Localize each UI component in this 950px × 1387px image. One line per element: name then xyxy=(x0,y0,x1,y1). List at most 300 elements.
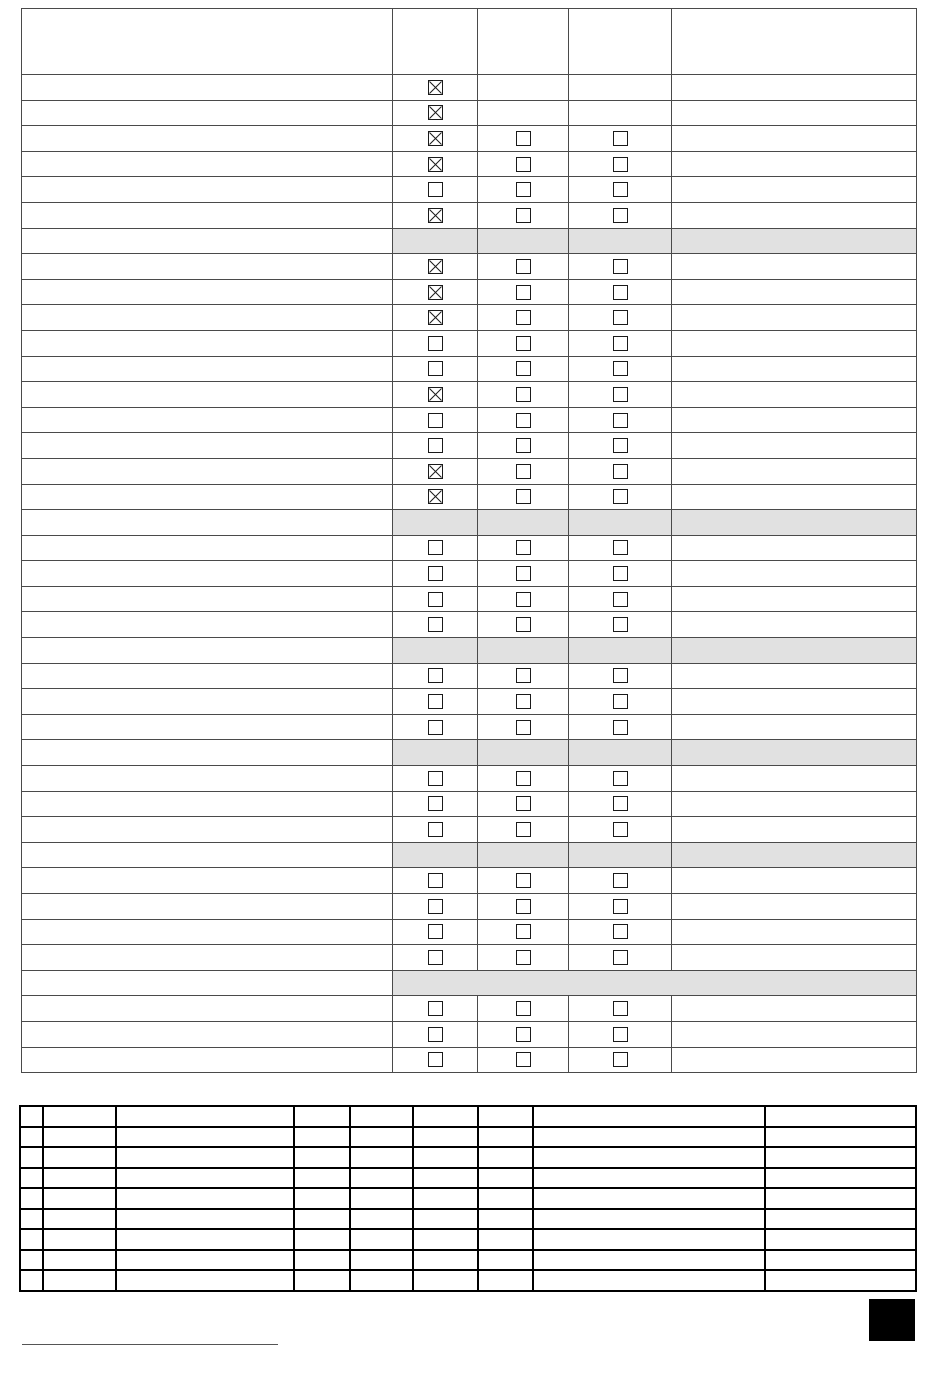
table-cell xyxy=(117,1230,295,1251)
section-shaded-cell xyxy=(569,510,672,536)
check-cell xyxy=(569,536,672,562)
table-cell xyxy=(534,1169,766,1190)
notes-cell xyxy=(672,587,917,613)
notes-cell xyxy=(672,280,917,306)
unchecked-checkbox[interactable] xyxy=(613,489,628,504)
item-label-cell xyxy=(22,920,393,946)
section-shaded-cell xyxy=(569,638,672,664)
notes-cell xyxy=(672,536,917,562)
notes-cell xyxy=(672,126,917,152)
unchecked-checkbox[interactable] xyxy=(428,182,443,197)
checklist-row xyxy=(22,766,917,792)
table-cell xyxy=(766,1230,917,1251)
unchecked-checkbox[interactable] xyxy=(428,566,443,581)
check-cell xyxy=(478,485,569,511)
unchecked-checkbox[interactable] xyxy=(516,387,531,402)
check-cell xyxy=(393,433,478,459)
unchecked-checkbox[interactable] xyxy=(613,336,628,351)
check-cell xyxy=(569,766,672,792)
footer-rule xyxy=(22,1344,278,1345)
table-cell xyxy=(295,1251,351,1272)
unchecked-checkbox[interactable] xyxy=(613,310,628,325)
check-cell xyxy=(393,203,478,229)
item-label-cell xyxy=(22,408,393,434)
unchecked-checkbox[interactable] xyxy=(613,361,628,376)
table-cell xyxy=(479,1169,534,1190)
table-row xyxy=(21,1148,917,1169)
table-cell xyxy=(351,1251,414,1272)
unchecked-checkbox[interactable] xyxy=(613,208,628,223)
notes-cell xyxy=(672,1048,917,1074)
table-cell xyxy=(534,1271,766,1292)
table-cell xyxy=(479,1107,534,1128)
unchecked-checkbox[interactable] xyxy=(428,873,443,888)
table-cell xyxy=(414,1271,479,1292)
check-cell xyxy=(569,920,672,946)
unchecked-checkbox[interactable] xyxy=(516,131,531,146)
check-cell xyxy=(478,587,569,613)
item-label-cell xyxy=(22,280,393,306)
check-cell xyxy=(569,177,672,203)
unchecked-checkbox[interactable] xyxy=(516,285,531,300)
checklist-row xyxy=(22,357,917,383)
unchecked-checkbox[interactable] xyxy=(428,771,443,786)
unchecked-checkbox[interactable] xyxy=(428,720,443,735)
check-cell xyxy=(393,587,478,613)
table-row xyxy=(21,1230,917,1251)
unchecked-checkbox[interactable] xyxy=(613,771,628,786)
checklist-row xyxy=(22,305,917,331)
unchecked-checkbox[interactable] xyxy=(428,361,443,376)
section-shaded-cell xyxy=(393,843,478,869)
unchecked-checkbox[interactable] xyxy=(613,694,628,709)
unchecked-checkbox[interactable] xyxy=(613,924,628,939)
check-cell xyxy=(569,254,672,280)
check-cell xyxy=(393,766,478,792)
checklist-row xyxy=(22,1022,917,1048)
notes-cell xyxy=(672,612,917,638)
unchecked-checkbox[interactable] xyxy=(516,361,531,376)
notes-cell xyxy=(672,254,917,280)
table-cell xyxy=(44,1271,117,1292)
checked-checkbox[interactable] xyxy=(428,80,443,95)
table-cell xyxy=(117,1148,295,1169)
check-cell xyxy=(393,485,478,511)
item-label-cell xyxy=(22,766,393,792)
table-cell xyxy=(479,1189,534,1210)
check-cell xyxy=(569,1022,672,1048)
unchecked-checkbox[interactable] xyxy=(428,822,443,837)
table-cell xyxy=(479,1230,534,1251)
unchecked-checkbox[interactable] xyxy=(613,540,628,555)
item-label-cell xyxy=(22,817,393,843)
item-label-cell xyxy=(22,75,393,101)
notes-cell xyxy=(672,331,917,357)
check-cell xyxy=(393,75,478,101)
table-cell xyxy=(351,1128,414,1149)
unchecked-checkbox[interactable] xyxy=(428,438,443,453)
check-cell xyxy=(569,459,672,485)
unchecked-checkbox[interactable] xyxy=(516,899,531,914)
unchecked-checkbox[interactable] xyxy=(428,617,443,632)
table-cell xyxy=(21,1251,44,1272)
check-cell xyxy=(478,305,569,331)
item-label-cell xyxy=(22,536,393,562)
unchecked-checkbox[interactable] xyxy=(428,540,443,555)
unchecked-checkbox[interactable] xyxy=(516,208,531,223)
check-cell xyxy=(393,254,478,280)
checklist-row xyxy=(22,382,917,408)
notes-cell xyxy=(672,664,917,690)
section-shaded-cell xyxy=(672,510,917,536)
table-cell xyxy=(21,1128,44,1149)
unchecked-checkbox[interactable] xyxy=(613,285,628,300)
check-cell xyxy=(569,203,672,229)
header-cell xyxy=(393,9,478,75)
section-shaded-cell xyxy=(478,229,569,255)
table-cell xyxy=(534,1189,766,1210)
table-cell xyxy=(766,1169,917,1190)
check-cell xyxy=(478,203,569,229)
unchecked-checkbox[interactable] xyxy=(516,1027,531,1042)
checked-checkbox[interactable] xyxy=(428,464,443,479)
check-cell xyxy=(478,126,569,152)
checklist-row xyxy=(22,203,917,229)
unchecked-checkbox[interactable] xyxy=(516,336,531,351)
unchecked-checkbox[interactable] xyxy=(516,924,531,939)
check-cell xyxy=(569,561,672,587)
unchecked-checkbox[interactable] xyxy=(516,413,531,428)
unchecked-checkbox[interactable] xyxy=(428,336,443,351)
table-cell xyxy=(534,1128,766,1149)
check-cell xyxy=(478,792,569,818)
section-label-cell xyxy=(22,229,393,255)
table-cell xyxy=(766,1189,917,1210)
notes-cell xyxy=(672,945,917,971)
lower-table xyxy=(19,1105,917,1292)
unchecked-checkbox[interactable] xyxy=(613,387,628,402)
section-label-cell xyxy=(22,740,393,766)
unchecked-checkbox[interactable] xyxy=(428,1052,443,1067)
section-shaded-cell xyxy=(393,510,478,536)
check-cell xyxy=(569,1048,672,1074)
unchecked-checkbox[interactable] xyxy=(613,720,628,735)
table-cell xyxy=(117,1210,295,1231)
unchecked-checkbox[interactable] xyxy=(516,157,531,172)
unchecked-checkbox[interactable] xyxy=(516,489,531,504)
table-cell xyxy=(414,1128,479,1149)
notes-cell xyxy=(672,305,917,331)
item-label-cell xyxy=(22,587,393,613)
unchecked-checkbox[interactable] xyxy=(516,259,531,274)
item-label-cell xyxy=(22,126,393,152)
checklist-grid xyxy=(21,8,917,1073)
unchecked-checkbox[interactable] xyxy=(613,950,628,965)
item-label-cell xyxy=(22,1022,393,1048)
check-cell xyxy=(569,331,672,357)
table-cell xyxy=(766,1128,917,1149)
check-cell xyxy=(393,715,478,741)
section-row xyxy=(22,510,917,536)
section-shaded-cell xyxy=(672,229,917,255)
item-label-cell xyxy=(22,459,393,485)
checklist-row xyxy=(22,996,917,1022)
table-cell xyxy=(351,1148,414,1169)
checklist-row xyxy=(22,459,917,485)
check-cell xyxy=(569,715,672,741)
section-shaded-cell xyxy=(393,229,478,255)
table-cell xyxy=(414,1169,479,1190)
unchecked-checkbox[interactable] xyxy=(428,694,443,709)
unchecked-checkbox[interactable] xyxy=(613,899,628,914)
table-cell xyxy=(351,1107,414,1128)
table-cell xyxy=(295,1210,351,1231)
unchecked-checkbox[interactable] xyxy=(613,822,628,837)
table-cell xyxy=(479,1148,534,1169)
check-cell xyxy=(393,331,478,357)
unchecked-checkbox[interactable] xyxy=(516,822,531,837)
checklist-row xyxy=(22,536,917,562)
section-shaded-cell xyxy=(672,843,917,869)
table-cell xyxy=(117,1107,295,1128)
section-label-cell xyxy=(22,510,393,536)
check-cell xyxy=(478,536,569,562)
notes-cell xyxy=(672,203,917,229)
unchecked-checkbox[interactable] xyxy=(613,617,628,632)
unchecked-checkbox[interactable] xyxy=(428,1001,443,1016)
notes-cell xyxy=(672,920,917,946)
corner-marker xyxy=(869,1299,915,1341)
unchecked-checkbox[interactable] xyxy=(516,668,531,683)
section-shaded-cell xyxy=(569,843,672,869)
check-cell xyxy=(569,126,672,152)
check-cell xyxy=(393,868,478,894)
unchecked-checkbox[interactable] xyxy=(613,1052,628,1067)
checklist-row xyxy=(22,75,917,101)
checklist-row xyxy=(22,868,917,894)
check-cell xyxy=(478,894,569,920)
check-cell xyxy=(569,894,672,920)
unchecked-checkbox[interactable] xyxy=(613,796,628,811)
unchecked-checkbox[interactable] xyxy=(516,694,531,709)
check-cell xyxy=(478,715,569,741)
check-cell xyxy=(393,382,478,408)
section-shaded-cell xyxy=(569,229,672,255)
unchecked-checkbox[interactable] xyxy=(428,796,443,811)
check-cell xyxy=(569,75,672,101)
unchecked-checkbox[interactable] xyxy=(613,592,628,607)
unchecked-checkbox[interactable] xyxy=(516,464,531,479)
unchecked-checkbox[interactable] xyxy=(613,131,628,146)
check-cell xyxy=(478,433,569,459)
item-label-cell xyxy=(22,792,393,818)
item-label-cell xyxy=(22,331,393,357)
table-row xyxy=(21,1169,917,1190)
check-cell xyxy=(393,1022,478,1048)
checklist-row xyxy=(22,280,917,306)
checked-checkbox[interactable] xyxy=(428,157,443,172)
unchecked-checkbox[interactable] xyxy=(516,873,531,888)
unchecked-checkbox[interactable] xyxy=(428,950,443,965)
check-cell xyxy=(569,664,672,690)
unchecked-checkbox[interactable] xyxy=(428,1027,443,1042)
item-label-cell xyxy=(22,177,393,203)
checklist-row xyxy=(22,792,917,818)
notes-cell xyxy=(672,894,917,920)
table-cell xyxy=(534,1210,766,1231)
unchecked-checkbox[interactable] xyxy=(613,259,628,274)
item-label-cell xyxy=(22,152,393,178)
check-cell xyxy=(393,101,478,127)
checklist-row xyxy=(22,612,917,638)
check-cell xyxy=(393,152,478,178)
table-cell xyxy=(766,1107,917,1128)
table-cell xyxy=(766,1210,917,1231)
table-cell xyxy=(117,1169,295,1190)
unchecked-checkbox[interactable] xyxy=(516,1001,531,1016)
unchecked-checkbox[interactable] xyxy=(428,924,443,939)
checked-checkbox[interactable] xyxy=(428,310,443,325)
section-row xyxy=(22,740,917,766)
unchecked-checkbox[interactable] xyxy=(613,157,628,172)
table-cell xyxy=(44,1107,117,1128)
unchecked-checkbox[interactable] xyxy=(613,566,628,581)
unchecked-checkbox[interactable] xyxy=(516,566,531,581)
unchecked-checkbox[interactable] xyxy=(516,310,531,325)
checklist-row xyxy=(22,433,917,459)
table-cell xyxy=(351,1230,414,1251)
check-cell xyxy=(393,561,478,587)
unchecked-checkbox[interactable] xyxy=(613,438,628,453)
item-label-cell xyxy=(22,433,393,459)
unchecked-checkbox[interactable] xyxy=(516,182,531,197)
unchecked-checkbox[interactable] xyxy=(428,592,443,607)
unchecked-checkbox[interactable] xyxy=(613,1001,628,1016)
unchecked-checkbox[interactable] xyxy=(516,771,531,786)
table-row xyxy=(21,1128,917,1149)
checklist-row xyxy=(22,408,917,434)
unchecked-checkbox[interactable] xyxy=(516,796,531,811)
unchecked-checkbox[interactable] xyxy=(516,540,531,555)
unchecked-checkbox[interactable] xyxy=(516,1052,531,1067)
checked-checkbox[interactable] xyxy=(428,105,443,120)
check-cell xyxy=(393,664,478,690)
checklist-row xyxy=(22,894,917,920)
table-cell xyxy=(295,1230,351,1251)
unchecked-checkbox[interactable] xyxy=(613,668,628,683)
notes-cell xyxy=(672,101,917,127)
check-cell xyxy=(393,177,478,203)
check-cell xyxy=(478,561,569,587)
unchecked-checkbox[interactable] xyxy=(428,668,443,683)
item-label-cell xyxy=(22,485,393,511)
check-cell xyxy=(569,485,672,511)
notes-cell xyxy=(672,715,917,741)
section-shaded-cell xyxy=(569,740,672,766)
check-cell xyxy=(393,408,478,434)
unchecked-checkbox[interactable] xyxy=(516,720,531,735)
unchecked-checkbox[interactable] xyxy=(428,899,443,914)
check-cell xyxy=(393,996,478,1022)
check-cell xyxy=(569,433,672,459)
check-cell xyxy=(393,792,478,818)
check-cell xyxy=(569,792,672,818)
check-cell xyxy=(569,101,672,127)
unchecked-checkbox[interactable] xyxy=(613,464,628,479)
checked-checkbox[interactable] xyxy=(428,285,443,300)
notes-cell xyxy=(672,792,917,818)
checklist-row xyxy=(22,485,917,511)
check-cell xyxy=(478,408,569,434)
unchecked-checkbox[interactable] xyxy=(428,413,443,428)
checklist-row xyxy=(22,331,917,357)
notes-cell xyxy=(672,357,917,383)
table-cell xyxy=(479,1251,534,1272)
check-cell xyxy=(393,689,478,715)
unchecked-checkbox[interactable] xyxy=(516,950,531,965)
section-label-cell xyxy=(22,638,393,664)
check-cell xyxy=(478,152,569,178)
check-cell xyxy=(393,920,478,946)
item-label-cell xyxy=(22,101,393,127)
table-cell xyxy=(44,1148,117,1169)
unchecked-checkbox[interactable] xyxy=(613,182,628,197)
table-cell xyxy=(766,1271,917,1292)
table-cell xyxy=(21,1107,44,1128)
header-cell xyxy=(478,9,569,75)
item-label-cell xyxy=(22,894,393,920)
section-merged-cell xyxy=(393,971,917,997)
unchecked-checkbox[interactable] xyxy=(516,617,531,632)
table-cell xyxy=(117,1271,295,1292)
item-label-cell xyxy=(22,612,393,638)
notes-cell xyxy=(672,689,917,715)
table-row xyxy=(21,1271,917,1292)
table-cell xyxy=(351,1169,414,1190)
unchecked-checkbox[interactable] xyxy=(516,592,531,607)
notes-cell xyxy=(672,766,917,792)
check-cell xyxy=(393,817,478,843)
check-cell xyxy=(478,817,569,843)
unchecked-checkbox[interactable] xyxy=(613,873,628,888)
checked-checkbox[interactable] xyxy=(428,208,443,223)
notes-cell xyxy=(672,996,917,1022)
checked-checkbox[interactable] xyxy=(428,489,443,504)
check-cell xyxy=(393,945,478,971)
checked-checkbox[interactable] xyxy=(428,259,443,274)
checked-checkbox[interactable] xyxy=(428,387,443,402)
check-cell xyxy=(478,1048,569,1074)
check-cell xyxy=(478,612,569,638)
checklist-row xyxy=(22,561,917,587)
check-cell xyxy=(478,664,569,690)
checked-checkbox[interactable] xyxy=(428,131,443,146)
table-cell xyxy=(295,1271,351,1292)
notes-cell xyxy=(672,408,917,434)
unchecked-checkbox[interactable] xyxy=(613,1027,628,1042)
section-shaded-cell xyxy=(478,740,569,766)
check-cell xyxy=(569,382,672,408)
table-row xyxy=(21,1189,917,1210)
unchecked-checkbox[interactable] xyxy=(516,438,531,453)
table-cell xyxy=(295,1169,351,1190)
unchecked-checkbox[interactable] xyxy=(613,413,628,428)
check-cell xyxy=(478,75,569,101)
table-cell xyxy=(479,1128,534,1149)
check-cell xyxy=(569,868,672,894)
check-cell xyxy=(478,1022,569,1048)
check-cell xyxy=(393,536,478,562)
